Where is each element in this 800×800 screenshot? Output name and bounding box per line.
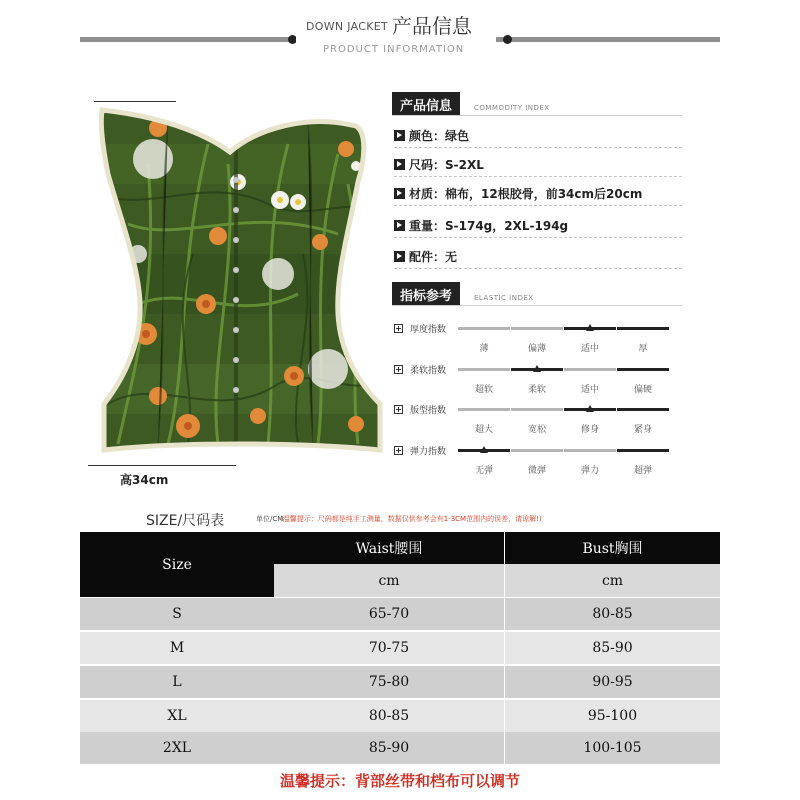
table-cell-bust: 90-95 bbox=[505, 666, 720, 698]
table-cell-waist: 70-75 bbox=[274, 632, 504, 664]
waist-unit: cm bbox=[274, 564, 504, 597]
spec-color bbox=[394, 127, 469, 144]
scale-segment bbox=[511, 449, 563, 452]
scale-option: 超弹 bbox=[633, 466, 652, 476]
spec-divider bbox=[394, 268, 682, 269]
scale-option: 宽松 bbox=[527, 425, 546, 435]
table-cell-bust: 95-100 bbox=[505, 700, 720, 732]
scale-option: 超软 bbox=[474, 385, 493, 395]
scale-row bbox=[394, 444, 684, 474]
spec-color-text: 颜色：绿色 bbox=[409, 129, 470, 143]
size-table-note: (温馨提示：尺码都是纯手工测量，数据仅供参考会有1-3CM范围内的误差，请谅解!) bbox=[280, 515, 542, 523]
height-rule bbox=[88, 465, 236, 466]
commodity-rule bbox=[392, 115, 682, 116]
scale-segment bbox=[511, 408, 563, 411]
spec-accessories-text: 配件：无 bbox=[409, 250, 458, 264]
spec-accessories bbox=[394, 248, 457, 265]
scale-bar bbox=[458, 368, 670, 395]
scale-marker-icon bbox=[533, 365, 541, 372]
table-cell-size: 2XL bbox=[80, 732, 274, 764]
height-label: 高34cm bbox=[120, 473, 169, 487]
adjustment-tip: 温馨提示：背部丝带和档布可以调节 bbox=[279, 772, 520, 790]
scale-row bbox=[394, 322, 684, 352]
table-cell-waist: 75-80 bbox=[274, 666, 504, 698]
table-cell-size: XL bbox=[80, 700, 274, 732]
scale-marker-icon bbox=[480, 446, 488, 453]
scale-marker-icon bbox=[586, 405, 594, 412]
scale-option: 适中 bbox=[580, 344, 599, 354]
elastic-title: 指标参考 bbox=[392, 282, 460, 305]
table-cell-bust: 100-105 bbox=[505, 732, 720, 764]
plus-icon: + bbox=[395, 405, 402, 414]
table-cell-waist: 85-90 bbox=[274, 732, 504, 764]
table-cell-bust: 85-90 bbox=[505, 632, 720, 664]
scale-option: 无弹 bbox=[474, 466, 493, 476]
scale-segment bbox=[617, 449, 669, 452]
spec-divider bbox=[394, 147, 682, 148]
scale-bar bbox=[458, 327, 670, 354]
scale-segment bbox=[564, 368, 616, 371]
header-subtitle: PRODUCT INFORMATION bbox=[323, 44, 465, 55]
header-dot-right bbox=[503, 35, 512, 44]
scale-option: 厚 bbox=[638, 344, 648, 354]
spec-size-text: 尺码：S-2XL bbox=[409, 158, 484, 172]
size-table-title: SIZE/尺码表 bbox=[146, 513, 225, 529]
commodity-title-en: COMMODITY INDEX bbox=[474, 104, 550, 112]
spec-bullet-icon bbox=[394, 251, 405, 262]
scale-row bbox=[394, 363, 684, 393]
scale-bar bbox=[458, 408, 670, 435]
size-header: Size bbox=[80, 532, 274, 597]
spec-material bbox=[394, 185, 642, 202]
spec-divider bbox=[394, 237, 682, 238]
table-cell-waist: 80-85 bbox=[274, 700, 504, 732]
scale-option: 偏薄 bbox=[527, 344, 546, 354]
spec-size bbox=[394, 156, 484, 173]
spec-bullet-icon bbox=[394, 130, 405, 141]
scale-option: 微弹 bbox=[527, 466, 546, 476]
scale-option: 紧身 bbox=[633, 425, 652, 435]
scale-marker-icon bbox=[586, 324, 594, 331]
scale-name: 柔软指数 bbox=[410, 366, 447, 376]
scale-bar bbox=[458, 449, 670, 476]
scale-option: 超大 bbox=[474, 425, 493, 435]
table-cell-bust: 80-85 bbox=[505, 598, 720, 630]
photo-top-rule bbox=[94, 101, 176, 102]
waist-header: Waist腰围 bbox=[274, 532, 504, 564]
bust-unit: cm bbox=[505, 564, 720, 597]
size-table-unit: 单位/CM bbox=[256, 515, 284, 523]
header-title-en: DOWN JACKET bbox=[306, 20, 388, 33]
scale-segment bbox=[458, 408, 510, 411]
scale-name: 弹力指数 bbox=[410, 447, 447, 457]
table-cell-size: L bbox=[80, 666, 274, 698]
scale-segment bbox=[511, 327, 563, 330]
scale-name: 厚度指数 bbox=[410, 325, 447, 335]
spec-bullet-icon bbox=[394, 159, 405, 170]
spec-weight bbox=[394, 217, 568, 234]
scale-segment bbox=[564, 449, 616, 452]
scale-segment bbox=[458, 368, 510, 371]
scale-segment bbox=[458, 327, 510, 330]
plus-icon: + bbox=[395, 446, 402, 455]
spec-divider bbox=[394, 176, 682, 177]
header-title-cn: 产品信息 bbox=[392, 14, 472, 38]
spec-bullet-icon bbox=[394, 220, 405, 231]
table-cell-waist: 65-70 bbox=[274, 598, 504, 630]
scale-option: 柔软 bbox=[527, 385, 546, 395]
scale-option: 弹力 bbox=[580, 466, 599, 476]
spec-divider bbox=[394, 205, 682, 206]
scale-segment bbox=[617, 368, 669, 371]
scale-segment bbox=[617, 327, 669, 330]
spec-weight-text: 重量：S-174g，2XL-194g bbox=[409, 219, 569, 233]
scale-segment bbox=[617, 408, 669, 411]
scale-name: 版型指数 bbox=[410, 406, 447, 416]
bust-header: Bust胸围 bbox=[505, 532, 720, 564]
commodity-title: 产品信息 bbox=[392, 92, 460, 115]
scale-option: 适中 bbox=[580, 385, 599, 395]
scale-option: 偏硬 bbox=[633, 385, 652, 395]
plus-icon: + bbox=[395, 324, 402, 333]
scale-option: 薄 bbox=[479, 344, 489, 354]
table-cell-size: M bbox=[80, 632, 274, 664]
elastic-title-en: ELASTIC INDEX bbox=[474, 294, 534, 302]
corset-photo bbox=[98, 104, 384, 456]
plus-icon: + bbox=[395, 365, 402, 374]
scale-row bbox=[394, 403, 684, 433]
scale-option: 修身 bbox=[580, 425, 599, 435]
spec-bullet-icon bbox=[394, 188, 405, 199]
table-cell-size: S bbox=[80, 598, 274, 630]
elastic-rule bbox=[392, 305, 682, 306]
spec-material-text: 材质：棉布，12根胶骨，前34cm后20cm bbox=[409, 187, 643, 201]
